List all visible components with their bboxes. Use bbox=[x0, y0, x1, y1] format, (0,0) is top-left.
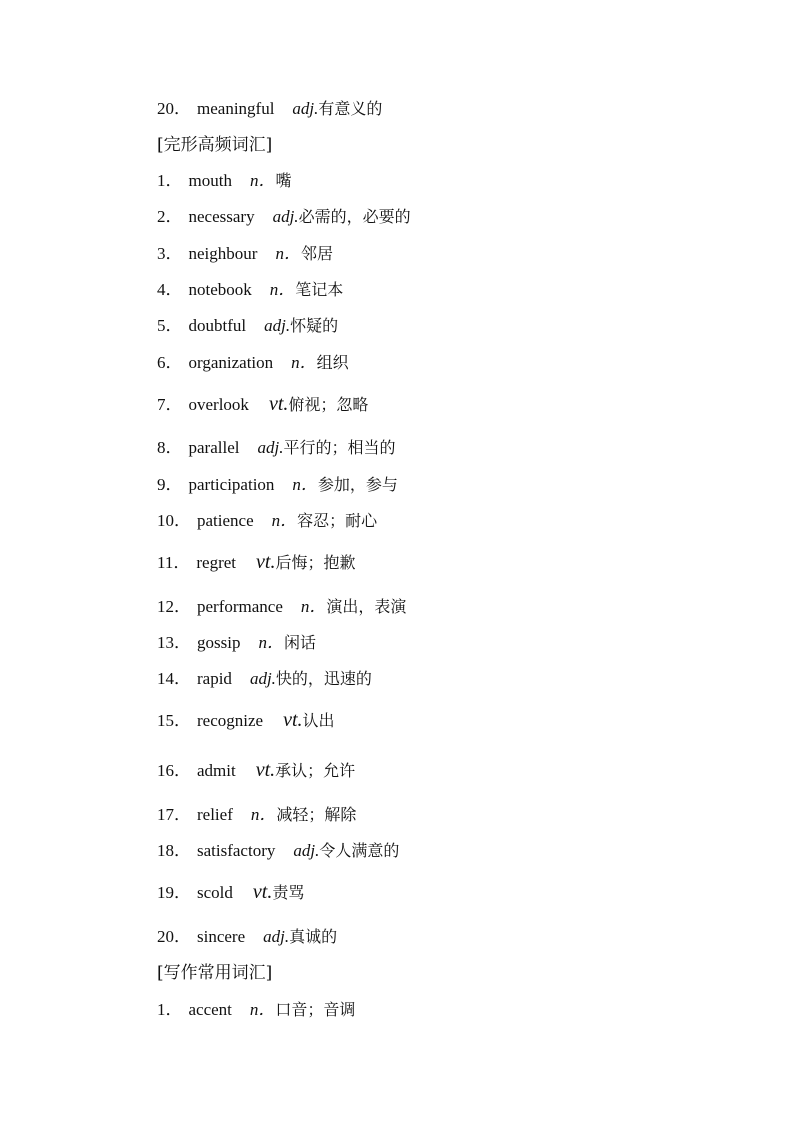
entry-word: performance bbox=[197, 597, 283, 616]
entry-number: 1． bbox=[157, 1000, 183, 1019]
vocab-entry bbox=[157, 596, 406, 618]
entry-pos: n． bbox=[292, 475, 318, 494]
entry-number: 14． bbox=[157, 669, 191, 688]
vocab-entry bbox=[157, 881, 304, 904]
entry-pos: adj. bbox=[292, 99, 319, 118]
vocab-entry bbox=[157, 926, 337, 948]
entry-number: 20． bbox=[157, 99, 191, 118]
vocab-entry bbox=[157, 279, 343, 301]
vocab-entry bbox=[157, 668, 372, 690]
entry-word: accent bbox=[188, 1000, 232, 1019]
entry-word: sincere bbox=[197, 927, 246, 946]
vocab-entry bbox=[157, 999, 355, 1021]
entry-meaning: 嘴 bbox=[275, 171, 292, 190]
entry-pos: adj. bbox=[249, 669, 276, 688]
entry-word: parallel bbox=[188, 438, 240, 457]
entry-meaning: 真诚的 bbox=[289, 927, 338, 946]
entry-meaning: 必需的，必要的 bbox=[298, 207, 411, 226]
entry-pos: adj. bbox=[264, 316, 291, 335]
entry-meaning: 有意义的 bbox=[318, 99, 383, 118]
entry-number: 3． bbox=[157, 244, 183, 263]
entry-pos: vt. bbox=[252, 881, 273, 903]
entry-pos: n． bbox=[258, 633, 284, 652]
section-heading-cloze: [完形高频词汇] bbox=[157, 135, 273, 155]
vocab-entry bbox=[157, 804, 356, 826]
section-heading-writing: [写作常用词汇] bbox=[157, 963, 273, 983]
entry-meaning: 组织 bbox=[316, 353, 349, 372]
entry-pos: n． bbox=[291, 353, 317, 372]
entry-number: 4． bbox=[157, 280, 183, 299]
entry-pos: n． bbox=[275, 244, 301, 263]
vocab-entry bbox=[157, 206, 411, 228]
entry-word: meaningful bbox=[197, 99, 275, 118]
entry-meaning: 口音；音调 bbox=[275, 1000, 356, 1019]
entry-word: neighbour bbox=[188, 244, 258, 263]
vocab-entry bbox=[157, 352, 349, 374]
entry-pos: adj. bbox=[272, 207, 299, 226]
entry-meaning: 认出 bbox=[302, 711, 335, 730]
entry-number: 20． bbox=[157, 927, 191, 946]
entry-meaning: 容忍；耐心 bbox=[297, 511, 378, 530]
vocab-entry bbox=[157, 759, 355, 782]
entry-meaning: 闲话 bbox=[283, 633, 316, 652]
entry-word: recognize bbox=[197, 711, 264, 730]
vocab-entry bbox=[157, 474, 398, 496]
entry-pos: adj. bbox=[257, 438, 284, 457]
entry-meaning: 演出，表演 bbox=[326, 597, 407, 616]
entry-number: 5． bbox=[157, 316, 183, 335]
entry-pos: adj. bbox=[293, 841, 320, 860]
entry-meaning: 参加，参与 bbox=[317, 475, 398, 494]
vocab-entry bbox=[157, 840, 399, 862]
entry-word: admit bbox=[197, 761, 236, 780]
entry-number: 10． bbox=[157, 511, 191, 530]
entry-meaning: 承认；允许 bbox=[275, 761, 356, 780]
entry-meaning: 减轻；解除 bbox=[276, 805, 357, 824]
entry-pos: vt. bbox=[268, 393, 289, 415]
entry-meaning: 责骂 bbox=[272, 883, 305, 902]
entry-word: patience bbox=[197, 511, 254, 530]
entry-meaning: 俯视；忽略 bbox=[288, 395, 369, 414]
entry-meaning: 平行的；相当的 bbox=[283, 438, 396, 457]
entry-number: 11． bbox=[157, 553, 191, 572]
entry-number: 12． bbox=[157, 597, 191, 616]
vocab-entry bbox=[157, 170, 291, 192]
entry-number: 2． bbox=[157, 207, 183, 226]
entry-number: 9． bbox=[157, 475, 183, 494]
entry-meaning: 怀疑的 bbox=[290, 316, 339, 335]
vocab-entry bbox=[157, 632, 316, 654]
entry-number: 19． bbox=[157, 883, 191, 902]
entry-number: 16． bbox=[157, 761, 191, 780]
vocab-entry bbox=[157, 393, 368, 416]
entry-word: participation bbox=[188, 475, 275, 494]
entry-pos: n． bbox=[300, 597, 327, 616]
entry-word: rapid bbox=[197, 669, 232, 688]
entry-word: necessary bbox=[188, 207, 255, 226]
entry-number: 6． bbox=[157, 353, 183, 372]
vocab-entry bbox=[157, 551, 355, 574]
entry-pos: n． bbox=[250, 805, 277, 824]
entry-pos: n． bbox=[249, 1000, 276, 1019]
entry-number: 17． bbox=[157, 805, 191, 824]
entry-word: organization bbox=[188, 353, 274, 372]
entry-word: doubtful bbox=[188, 316, 247, 335]
entry-number: 1． bbox=[157, 171, 183, 190]
vocab-entry bbox=[157, 510, 377, 532]
vocab-entry bbox=[157, 243, 333, 265]
vocab-entry bbox=[157, 315, 338, 337]
vocab-entry bbox=[157, 98, 382, 120]
vocab-entry bbox=[157, 709, 335, 732]
vocab-entry bbox=[157, 437, 395, 459]
entry-word: regret bbox=[196, 553, 237, 572]
entry-meaning: 邻居 bbox=[300, 244, 333, 263]
entry-number: 8． bbox=[157, 438, 183, 457]
entry-pos: n． bbox=[269, 280, 296, 299]
entry-number: 13． bbox=[157, 633, 191, 652]
entry-meaning: 快的，迅速的 bbox=[275, 669, 372, 688]
entry-pos: vt. bbox=[256, 551, 276, 573]
entry-pos: vt. bbox=[283, 709, 303, 731]
entry-word: gossip bbox=[197, 633, 241, 652]
entry-number: 7． bbox=[157, 395, 183, 414]
entry-word: relief bbox=[197, 805, 233, 824]
entry-meaning: 后悔；抱歉 bbox=[275, 553, 356, 572]
entry-pos: n． bbox=[249, 171, 276, 190]
entry-number: 15． bbox=[157, 711, 191, 730]
entry-word: satisfactory bbox=[197, 841, 276, 860]
entry-word: mouth bbox=[188, 171, 232, 190]
entry-pos: vt. bbox=[255, 759, 276, 781]
entry-word: scold bbox=[197, 883, 233, 902]
entry-pos: adj. bbox=[263, 927, 290, 946]
entry-word: overlook bbox=[188, 395, 249, 414]
entry-pos: n． bbox=[271, 511, 298, 530]
entry-meaning: 令人满意的 bbox=[319, 841, 400, 860]
entry-word: notebook bbox=[188, 280, 252, 299]
entry-meaning: 笔记本 bbox=[295, 280, 344, 299]
entry-number: 18． bbox=[157, 841, 191, 860]
